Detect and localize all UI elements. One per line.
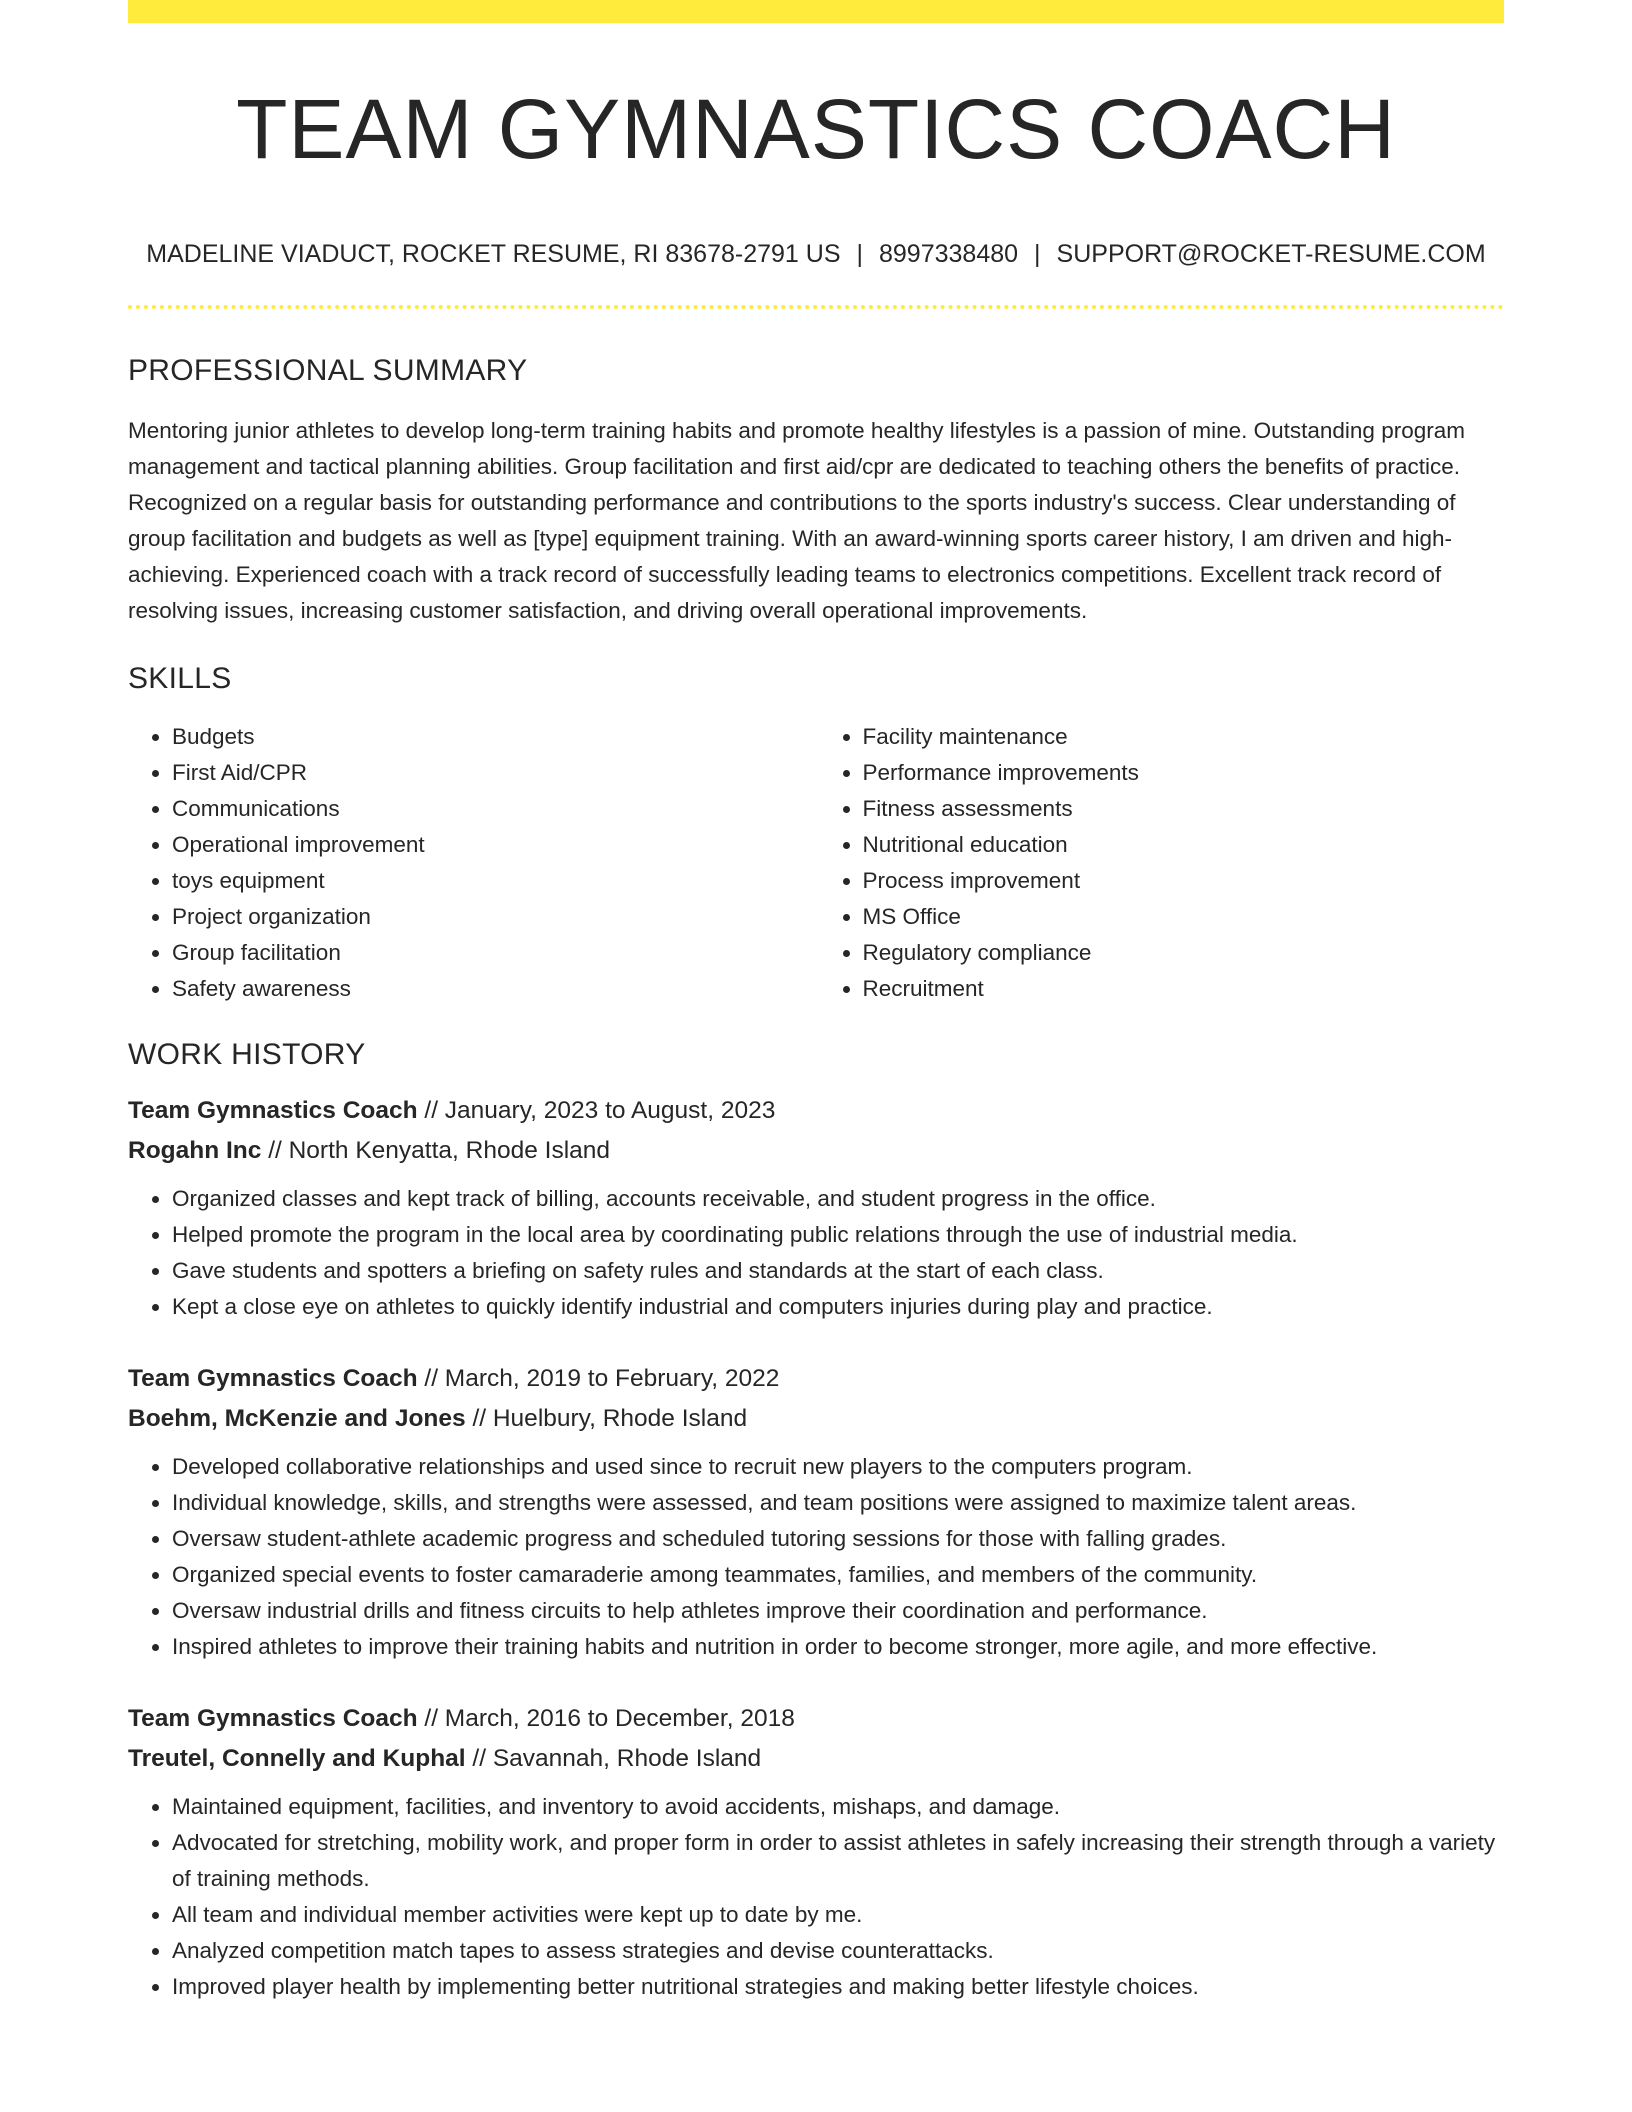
skill-item: • Facility maintenance	[863, 719, 1505, 755]
skill-item: • Communications	[172, 791, 814, 827]
job-location: // Huelbury, Rhode Island	[465, 1405, 748, 1433]
skill-item: • Safety awareness	[172, 971, 814, 1007]
resume-page	[128, 0, 1504, 2005]
skill-item: • Budgets	[172, 719, 814, 755]
skill-item: • Recruitment	[863, 971, 1505, 1007]
job-entry	[128, 1699, 1504, 2005]
job-bullet: • Individual knowledge, skills, and strengths were assessed, and team positions were assigned to maximize talent areas.	[172, 1485, 1504, 1521]
job-dates: // January, 2023 to August, 2023	[417, 1097, 776, 1125]
skill-item: • Performance improvements	[863, 755, 1505, 791]
skills-column-right	[814, 719, 1505, 1007]
contact-separator: |	[1034, 240, 1041, 269]
dotted-divider	[128, 305, 1504, 309]
job-company-line	[128, 1131, 1504, 1171]
skill-item: • Regulatory compliance	[863, 935, 1505, 971]
work-history-heading: WORK HISTORY	[128, 1038, 366, 1072]
skills-list	[128, 719, 1504, 1007]
skill-item: • Process improvement	[863, 863, 1505, 899]
job-bullets	[128, 1449, 1504, 1665]
job-bullet: • Advocated for stretching, mobility work, and proper form in order to assist athletes in safely increasing their strength through a variety of training methods.	[172, 1825, 1504, 1897]
job-bullet: • All team and individual member activities were kept up to date by me.	[172, 1897, 1504, 1933]
job-location: // North Kenyatta, Rhode Island	[261, 1137, 611, 1165]
skill-item: • Project organization	[172, 899, 814, 935]
contact-email: SUPPORT@ROCKET-RESUME.COM	[1056, 240, 1486, 269]
job-bullet: • Oversaw student-athlete academic progress and scheduled tutoring sessions for those with falling grades.	[172, 1521, 1504, 1557]
contact-address: MADELINE VIADUCT, ROCKET RESUME, RI 83678-2791 US	[146, 240, 841, 269]
job-bullet: • Improved player health by implementing better nutritional strategies and making better lifestyle choices.	[172, 1969, 1504, 2005]
job-bullet: • Helped promote the program in the local area by coordinating public relations through the use of industrial media.	[172, 1217, 1504, 1253]
skills-column-left	[128, 719, 814, 1007]
skill-item: • toys equipment	[172, 863, 814, 899]
skill-item: • Fitness assessments	[863, 791, 1505, 827]
job-title-line	[128, 1699, 1504, 1739]
job-role: Team Gymnastics Coach	[128, 1705, 418, 1733]
skill-item: • Operational improvement	[172, 827, 814, 863]
job-bullets	[128, 1181, 1504, 1325]
contact-phone: 8997338480	[879, 240, 1019, 269]
skill-item: • MS Office	[863, 899, 1505, 935]
job-bullet: • Organized classes and kept track of billing, accounts receivable, and student progress in the office.	[172, 1181, 1504, 1217]
job-title-line	[128, 1359, 1504, 1399]
summary-heading: PROFESSIONAL SUMMARY	[128, 354, 528, 388]
accent-bar	[128, 0, 1504, 23]
job-bullet: • Kept a close eye on athletes to quickly identify industrial and computers injuries during play and practice.	[172, 1289, 1504, 1325]
job-bullet: • Oversaw industrial drills and fitness circuits to help athletes improve their coordination and performance.	[172, 1593, 1504, 1629]
contact-line	[128, 239, 1504, 269]
job-bullet: • Maintained equipment, facilities, and inventory to avoid accidents, mishaps, and damage.	[172, 1789, 1504, 1825]
skills-heading: SKILLS	[128, 662, 232, 696]
job-bullet: • Analyzed competition match tapes to assess strategies and devise counterattacks.	[172, 1933, 1504, 1969]
job-entry	[128, 1091, 1504, 1325]
resume-name: TEAM GYMNASTICS COACH	[236, 82, 1396, 176]
job-company-line	[128, 1399, 1504, 1439]
job-company-line	[128, 1739, 1504, 1779]
contact-separator: |	[856, 240, 863, 269]
job-role: Team Gymnastics Coach	[128, 1097, 418, 1125]
skill-item: • Nutritional education	[863, 827, 1505, 863]
job-bullet: • Organized special events to foster camaraderie among teammates, families, and members of the community.	[172, 1557, 1504, 1593]
job-dates: // March, 2019 to February, 2022	[417, 1365, 780, 1393]
job-bullets	[128, 1789, 1504, 2005]
job-location: // Savannah, Rhode Island	[465, 1745, 762, 1773]
job-role: Team Gymnastics Coach	[128, 1365, 418, 1393]
job-bullet: • Gave students and spotters a briefing on safety rules and standards at the start of each class.	[172, 1253, 1504, 1289]
skill-item: • First Aid/CPR	[172, 755, 814, 791]
job-company: Treutel, Connelly and Kuphal	[128, 1745, 466, 1773]
job-bullet: • Developed collaborative relationships and used since to recruit new players to the computers program.	[172, 1449, 1504, 1485]
skill-item: • Group facilitation	[172, 935, 814, 971]
job-entry	[128, 1359, 1504, 1665]
summary-text: Mentoring junior athletes to develop long-term training habits and promote healthy lifestyles is a passion of mine. Outstanding program management and tactical planning abilities. Group facilitation and first aid/cpr are dedicated to teaching others the benefits of practice. Recognized on a regular basis for outstanding performance and contributions to the sports industry's success. Clear understanding of group facilitation and budgets as well as [type] equipment training. With an award-winning sports career history, I am driven and high-achieving. Experienced coach with a track record of successfully leading teams to electronics competitions. Excellent track record of resolving issues, increasing customer satisfaction, and driving overall operational improvements.	[128, 418, 1465, 624]
job-company: Rogahn Inc	[128, 1137, 262, 1165]
job-dates: // March, 2016 to December, 2018	[417, 1705, 795, 1733]
job-bullet: • Inspired athletes to improve their training habits and nutrition in order to become stronger, more agile, and more effective.	[172, 1629, 1504, 1665]
job-company: Boehm, McKenzie and Jones	[128, 1405, 466, 1433]
job-title-line	[128, 1091, 1504, 1131]
